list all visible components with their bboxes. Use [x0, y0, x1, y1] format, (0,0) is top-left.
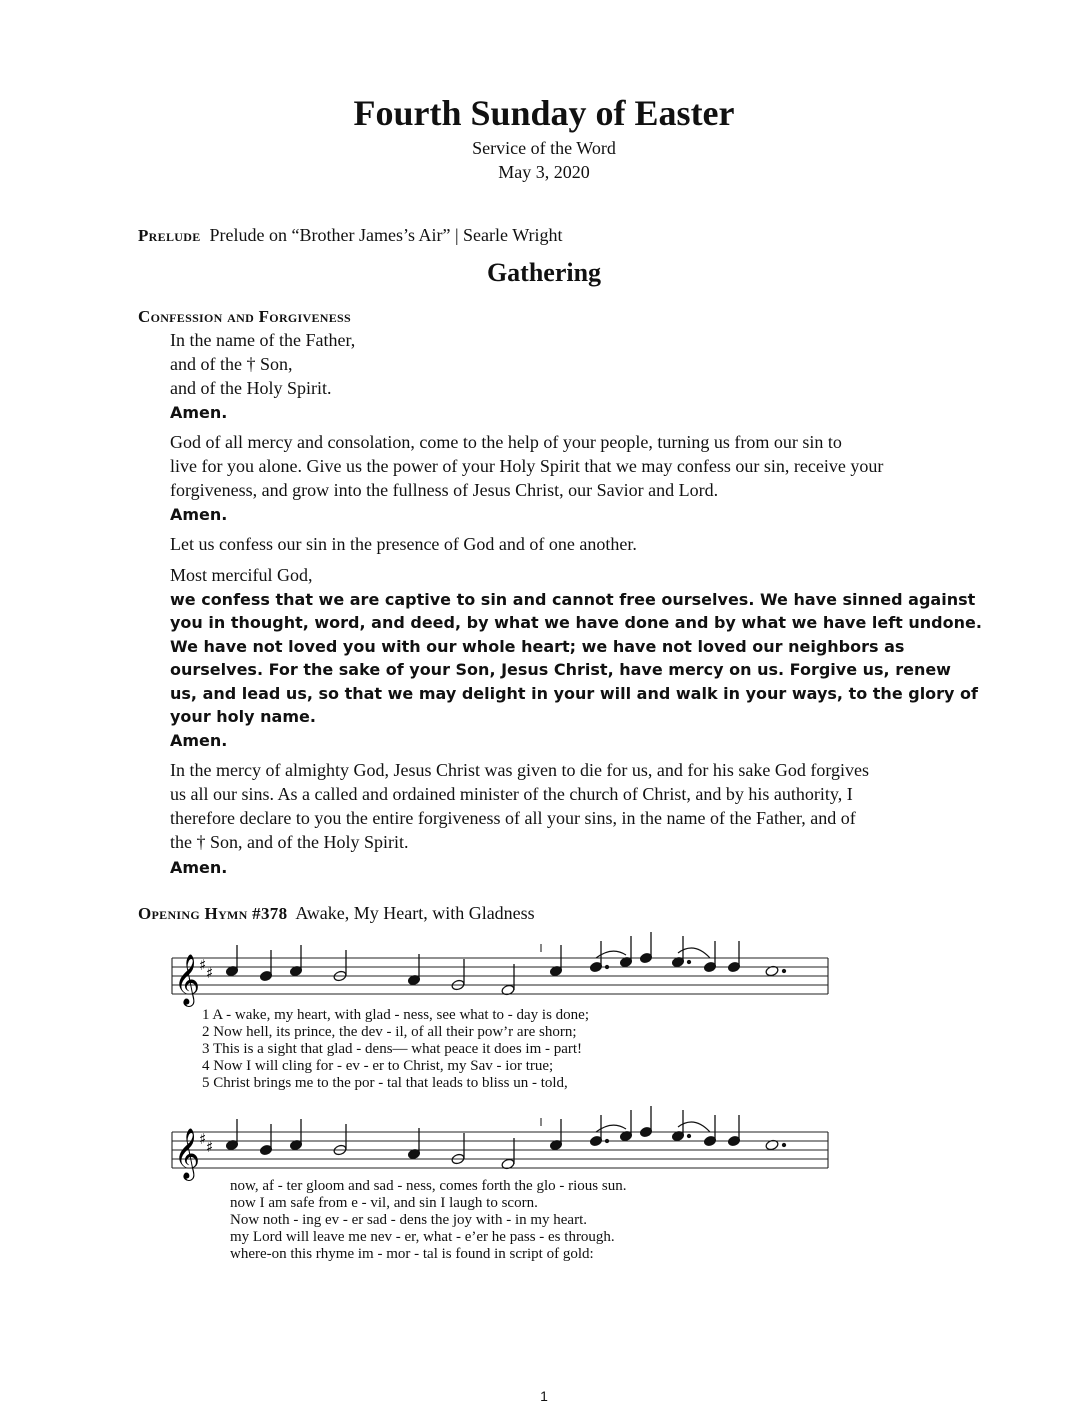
sharp-icon: ♯ [206, 1138, 214, 1156]
lyric-line: where-on this rhyme im - mor - tal is found in script of gold: [230, 1246, 594, 1262]
note [259, 1124, 272, 1156]
confession-section-label: Confession and Forgiveness [138, 307, 352, 326]
note [333, 950, 347, 982]
note [501, 964, 515, 996]
lyric-line: Now noth - ing ev - er sad - dens the joy with - in my heart. [230, 1212, 588, 1228]
confession-line: your holy name. [170, 707, 316, 726]
absolution-line: therefore declare to you the entire forgiveness of all your sins, in the name of the Father, and of [170, 808, 856, 828]
sharp-icon: ♯ [206, 964, 214, 982]
sharp-icon: ♯ [199, 956, 207, 974]
note [451, 1133, 465, 1165]
gathering-heading: Gathering [486, 258, 602, 287]
invocation-line: In the name of the Father, [170, 330, 356, 350]
note [225, 1119, 238, 1151]
prelude-text: Prelude on “Brother James’s Air” | Searle Wright [209, 225, 563, 245]
note [703, 1115, 716, 1147]
note [501, 1138, 515, 1170]
lyric-line: now I am safe from e - vil, and sin I laugh to scorn. [230, 1195, 538, 1211]
note [289, 1119, 302, 1151]
note [589, 941, 608, 973]
service-date: May 3, 2020 [498, 162, 590, 182]
amen-response: Amen. [170, 403, 228, 422]
confession-line: we confess that we are captive to sin and cannot free ourselves. We have sinned against [170, 590, 976, 609]
confession-invitation: Let us confess our sin in the presence of God and of one another. [170, 534, 637, 554]
amen-response: Amen. [170, 858, 228, 877]
page-number: 1 [540, 1388, 548, 1404]
prayer-line: God of all mercy and consolation, come to the help of your people, turning us from our sin to [170, 432, 842, 452]
note [589, 1115, 608, 1147]
treble-clef-icon: 𝄞 [174, 1128, 201, 1179]
absolution-line: In the mercy of almighty God, Jesus Christ was given to die for us, and for his sake God forgives [170, 760, 870, 780]
amen-response: Amen. [170, 505, 228, 524]
prayer-line: live for you alone. Give us the power of your Holy Spirit that we may confess our sin, receive your [170, 456, 884, 476]
note [639, 1106, 652, 1138]
note [619, 1110, 632, 1142]
hymn-label: Opening Hymn #378 [138, 904, 288, 923]
treble-clef-icon: 𝄞 [174, 954, 201, 1005]
lyric-line: 1 A - wake, my heart, with glad - ness, see what to - day is done; [202, 1007, 589, 1023]
prayer-line: forgiveness, and grow into the fullness of Jesus Christ, our Savior and Lord. [170, 480, 719, 500]
note [639, 932, 652, 964]
note [703, 941, 716, 973]
note [407, 1128, 420, 1160]
note [225, 945, 238, 977]
lyric-line: now, af - ter gloom and sad - ness, comes forth the glo - rious sun. [230, 1178, 627, 1194]
lyric-line: 2 Now hell, its prince, the dev - il, of all their pow’r are shorn; [202, 1024, 577, 1040]
hymn-title: Awake, My Heart, with Gladness [295, 903, 535, 923]
lyric-line: my Lord will leave me nev - er, what - e’er he pass - es through. [230, 1229, 615, 1245]
note [333, 1124, 347, 1156]
prelude-label: Prelude [138, 226, 201, 245]
note [727, 941, 740, 973]
sharp-icon: ♯ [199, 1130, 207, 1148]
confession-line: us, and lead us, so that we may delight in your will and walk in your ways, to the glory of [170, 684, 979, 703]
invocation-line: and of the † Son, [170, 354, 293, 374]
note [619, 936, 632, 968]
confession-line: you in thought, word, and deed, by what we have done and by what we have left undone. [170, 613, 982, 632]
note [727, 1115, 740, 1147]
note [671, 1110, 690, 1142]
lyric-line: 5 Christ brings me to the por - tal that leads to bliss un - told, [202, 1075, 568, 1091]
confession-line: We have not loved you with our whole heart; we have not loved our neighbors as [170, 637, 905, 656]
note [549, 1119, 562, 1151]
lyric-line: 3 This is a sight that glad - dens— what peace it does im - part! [202, 1041, 583, 1057]
confession-line: ourselves. For the sake of your Son, Jesus Christ, have mercy on us. Forgive us, renew [170, 660, 951, 679]
note [671, 936, 690, 968]
note [451, 959, 465, 991]
service-type: Service of the Word [472, 138, 616, 158]
note [549, 945, 562, 977]
invocation-line: and of the Holy Spirit. [170, 378, 332, 398]
absolution-line: us all our sins. As a called and ordained minister of the church of Christ, and by his authority, I [170, 784, 853, 804]
lyric-line: 4 Now I will cling for - ev - er to Christ, my Sav - ior true; [202, 1058, 554, 1074]
most-merciful-line: Most merciful God, [170, 565, 313, 585]
absolution-line: the † Son, and of the Holy Spirit. [170, 832, 409, 852]
amen-response: Amen. [170, 731, 228, 750]
page-title: Fourth Sunday of Easter [353, 93, 735, 133]
note [259, 950, 272, 982]
note [407, 954, 420, 986]
note [289, 945, 302, 977]
